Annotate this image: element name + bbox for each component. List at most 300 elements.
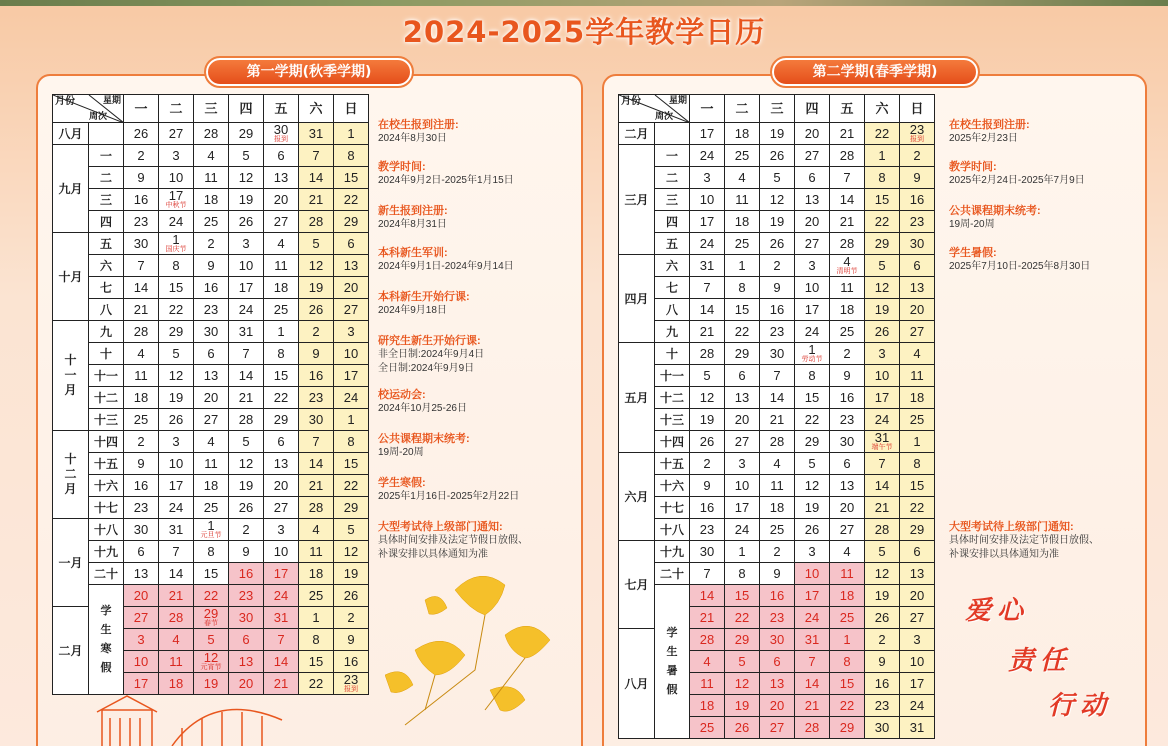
day-number: 17 <box>699 214 715 229</box>
week-label: 三 <box>665 192 678 207</box>
day-number: 24 <box>273 588 289 603</box>
day-cell <box>159 431 194 453</box>
day-cell <box>229 255 264 277</box>
day-number: 8 <box>913 456 921 471</box>
weekday-header: 四 <box>229 95 264 123</box>
note-block <box>949 246 1149 274</box>
note-block <box>378 118 578 146</box>
day-number: 18 <box>203 478 219 493</box>
day-cell <box>194 277 229 299</box>
day-cell <box>159 167 194 189</box>
day-number: 22 <box>874 126 890 141</box>
note-text: 2024年10月25-26日 <box>378 403 467 414</box>
month-cell <box>619 343 655 453</box>
day-number: 28 <box>308 214 324 229</box>
note-block <box>949 204 1149 232</box>
day-number: 3 <box>277 522 285 537</box>
day-cell <box>900 541 935 563</box>
note-heading: 教学时间: <box>378 161 426 173</box>
day-cell <box>159 145 194 167</box>
day-cell <box>334 343 369 365</box>
day-cell <box>159 233 194 255</box>
day-number: 25 <box>203 214 219 229</box>
day-cell <box>725 497 760 519</box>
day-number: 14 <box>273 654 289 669</box>
week-cell <box>89 277 124 299</box>
calendar-row <box>53 189 369 211</box>
day-number: 4 <box>277 236 285 251</box>
day-number: 15 <box>909 478 925 493</box>
day-cell <box>830 519 865 541</box>
day-number: 19 <box>734 698 750 713</box>
day-cell <box>830 365 865 387</box>
day-cell <box>194 189 229 211</box>
day-cell <box>830 343 865 365</box>
day-cell <box>299 255 334 277</box>
day-cell <box>194 387 229 409</box>
day-cell <box>690 233 725 255</box>
day-number: 1 <box>843 632 851 647</box>
day-number: 15 <box>804 390 820 405</box>
day-number: 15 <box>839 676 855 691</box>
month-label: 十一月 <box>64 353 77 397</box>
weekday-header: 日 <box>334 95 369 123</box>
day-number: 8 <box>347 148 355 163</box>
day-cell <box>299 387 334 409</box>
day-cell <box>124 167 159 189</box>
calendar-row <box>619 365 935 387</box>
day-cell <box>334 123 369 145</box>
day-number: 10 <box>343 346 359 361</box>
note-text: 2024年9月18日 <box>378 305 447 316</box>
day-cell <box>229 541 264 563</box>
day-number: 11 <box>770 478 784 493</box>
day-cell <box>795 299 830 321</box>
day-number: 26 <box>874 324 890 339</box>
day-cell <box>865 431 900 453</box>
day-number: 28 <box>804 720 820 735</box>
day-number: 30 <box>699 544 715 559</box>
day-number: 27 <box>909 324 925 339</box>
day-cell <box>264 211 299 233</box>
day-cell <box>725 541 760 563</box>
day-number: 21 <box>839 214 855 229</box>
day-cell <box>299 475 334 497</box>
day-cell <box>159 299 194 321</box>
day-number: 13 <box>273 456 289 471</box>
day-cell <box>760 277 795 299</box>
day-cell <box>159 211 194 233</box>
day-note: 春节 <box>204 619 218 627</box>
day-number: 11 <box>700 676 714 691</box>
day-cell <box>900 343 935 365</box>
week-cell <box>655 167 690 189</box>
day-number: 23 <box>874 698 890 713</box>
note-heading: 学生寒假: <box>378 477 426 489</box>
day-number: 17 <box>343 368 359 383</box>
day-number: 12 <box>874 566 890 581</box>
day-number: 16 <box>133 478 149 493</box>
day-cell <box>690 321 725 343</box>
weekday-header: 一 <box>690 95 725 123</box>
day-cell <box>264 167 299 189</box>
day-cell <box>124 123 159 145</box>
day-cell <box>159 123 194 145</box>
day-cell <box>124 233 159 255</box>
day-number: 25 <box>734 236 750 251</box>
day-number: 22 <box>839 698 855 713</box>
month-cell <box>619 145 655 255</box>
day-cell <box>194 409 229 431</box>
day-cell <box>264 145 299 167</box>
note-block <box>378 204 578 232</box>
day-number: 29 <box>734 632 750 647</box>
day-cell <box>795 717 830 739</box>
week-label: 四 <box>99 214 112 229</box>
week-cell <box>89 365 124 387</box>
day-number: 9 <box>207 258 215 273</box>
day-cell <box>725 629 760 651</box>
day-cell <box>690 299 725 321</box>
day-note: 元旦节 <box>200 531 222 539</box>
week-cell <box>655 189 690 211</box>
day-number: 21 <box>308 478 324 493</box>
day-cell <box>229 475 264 497</box>
day-cell <box>865 453 900 475</box>
week-cell <box>655 343 690 365</box>
week-cell <box>89 299 124 321</box>
day-cell <box>725 233 760 255</box>
calendar-row <box>619 585 935 607</box>
day-number: 26 <box>769 148 785 163</box>
day-number: 3 <box>878 346 886 361</box>
week-cell <box>89 255 124 277</box>
day-number: 22 <box>343 192 359 207</box>
corner-weekday-label: 星期 <box>668 95 687 105</box>
calendar-row <box>619 497 935 519</box>
week-cell <box>655 563 690 585</box>
day-number: 10 <box>804 566 820 581</box>
day-cell <box>795 321 830 343</box>
day-cell <box>264 255 299 277</box>
day-cell <box>334 145 369 167</box>
day-cell <box>900 431 935 453</box>
day-cell <box>830 541 865 563</box>
note-block <box>949 118 1149 146</box>
day-cell <box>159 563 194 585</box>
day-cell <box>690 695 725 717</box>
day-number: 23 <box>699 522 715 537</box>
day-cell <box>760 651 795 673</box>
day-cell <box>795 365 830 387</box>
note-heading: 本科新生军训: <box>378 247 448 259</box>
day-number: 27 <box>203 412 219 427</box>
day-cell <box>299 585 334 607</box>
day-number: 1 <box>878 148 886 163</box>
day-cell <box>264 629 299 651</box>
day-cell <box>830 123 865 145</box>
day-cell <box>760 519 795 541</box>
day-number: 6 <box>913 544 921 559</box>
month-cell <box>53 233 89 321</box>
note-block <box>378 432 578 460</box>
week-label: 十九 <box>93 544 118 559</box>
semester-2-title: 第二学期(春季学期) <box>772 58 978 86</box>
calendar-row <box>619 189 935 211</box>
day-number: 13 <box>273 170 289 185</box>
day-note: 劳动节 <box>801 355 823 363</box>
day-number: 25 <box>734 148 750 163</box>
day-cell <box>124 211 159 233</box>
day-number: 21 <box>133 302 149 317</box>
day-cell <box>159 321 194 343</box>
day-number: 19 <box>769 126 785 141</box>
day-cell <box>264 563 299 585</box>
day-cell <box>194 431 229 453</box>
day-number: 3 <box>808 258 816 273</box>
day-cell <box>264 541 299 563</box>
calendar-row <box>619 519 935 541</box>
day-number: 27 <box>273 500 289 515</box>
day-cell <box>900 255 935 277</box>
week-label: 八 <box>665 302 678 317</box>
day-number: 23 <box>203 302 219 317</box>
day-number: 13 <box>909 280 925 295</box>
day-cell <box>900 189 935 211</box>
day-cell <box>229 607 264 629</box>
weekday-header: 五 <box>264 95 299 123</box>
day-cell <box>194 629 229 651</box>
day-cell <box>334 607 369 629</box>
day-number: 17 <box>909 676 925 691</box>
calendar-row <box>53 585 369 607</box>
day-number: 7 <box>703 280 711 295</box>
day-cell <box>690 189 725 211</box>
day-number: 12 <box>343 544 359 559</box>
month-label: 六月 <box>624 489 649 504</box>
day-cell <box>264 277 299 299</box>
day-cell <box>760 255 795 277</box>
day-number: 19 <box>238 192 254 207</box>
day-cell <box>760 167 795 189</box>
day-number: 20 <box>343 280 359 295</box>
day-cell <box>334 629 369 651</box>
week-label: 二十 <box>93 566 118 581</box>
day-cell <box>760 563 795 585</box>
note-text: 19周-20周 <box>378 447 424 458</box>
corner-month-label: 月份 <box>55 96 75 107</box>
day-number: 25 <box>699 720 715 735</box>
day-number: 24 <box>909 698 925 713</box>
day-cell <box>690 365 725 387</box>
day-number: 16 <box>203 280 219 295</box>
day-cell <box>159 497 194 519</box>
day-number: 11 <box>274 258 288 273</box>
day-number: 10 <box>699 192 715 207</box>
day-cell <box>725 651 760 673</box>
week-label: 十 <box>99 346 112 361</box>
week-label: 六 <box>665 258 678 273</box>
day-number: 9 <box>913 170 921 185</box>
day-number: 1 <box>172 231 180 247</box>
day-number: 9 <box>347 632 355 647</box>
day-cell <box>229 343 264 365</box>
day-cell <box>299 277 334 299</box>
calendar-row <box>53 365 369 387</box>
day-cell <box>830 717 865 739</box>
calendar-row <box>619 541 935 563</box>
day-number: 12 <box>168 368 184 383</box>
month-label: 一月 <box>58 555 83 570</box>
day-cell <box>760 431 795 453</box>
day-number: 28 <box>699 632 715 647</box>
day-number: 18 <box>909 390 925 405</box>
week-cell <box>89 475 124 497</box>
day-number: 18 <box>203 192 219 207</box>
day-number: 22 <box>734 610 750 625</box>
day-number: 8 <box>312 632 320 647</box>
day-cell <box>229 189 264 211</box>
day-number: 5 <box>773 170 781 185</box>
day-number: 2 <box>242 522 250 537</box>
calendar-row <box>619 409 935 431</box>
week-cell <box>655 365 690 387</box>
day-number: 14 <box>699 302 715 317</box>
day-number: 1 <box>347 126 355 141</box>
semester-1-title: 第一学期(秋季学期) <box>206 58 412 86</box>
note-block <box>378 334 578 376</box>
day-number: 18 <box>769 500 785 515</box>
day-cell <box>124 629 159 651</box>
day-number: 6 <box>773 654 781 669</box>
day-number: 9 <box>137 170 145 185</box>
day-number: 20 <box>804 126 820 141</box>
calendar-row <box>619 123 935 145</box>
day-cell <box>725 365 760 387</box>
day-cell <box>264 321 299 343</box>
day-number: 24 <box>734 522 750 537</box>
day-cell <box>795 453 830 475</box>
day-cell <box>725 717 760 739</box>
day-cell <box>194 453 229 475</box>
week-label: 十四 <box>659 434 684 449</box>
day-cell <box>795 497 830 519</box>
day-cell <box>264 651 299 673</box>
day-cell <box>795 695 830 717</box>
day-cell <box>229 167 264 189</box>
day-number: 20 <box>839 500 855 515</box>
day-number: 12 <box>874 280 890 295</box>
day-cell <box>229 519 264 541</box>
day-cell <box>229 277 264 299</box>
day-cell <box>795 607 830 629</box>
day-number: 12 <box>734 676 750 691</box>
week-label: 四 <box>665 214 678 229</box>
day-number: 2 <box>207 236 215 251</box>
day-cell <box>900 211 935 233</box>
day-cell <box>194 255 229 277</box>
day-cell <box>334 387 369 409</box>
day-number: 9 <box>137 456 145 471</box>
corner-weekday-label: 星期 <box>102 95 121 105</box>
day-number: 27 <box>273 214 289 229</box>
day-cell <box>725 277 760 299</box>
day-cell <box>865 167 900 189</box>
day-note: 元宵节 <box>200 663 222 671</box>
day-number: 17 <box>273 566 289 581</box>
day-cell <box>690 211 725 233</box>
day-cell <box>900 585 935 607</box>
day-number: 28 <box>699 346 715 361</box>
day-number: 30 <box>238 610 254 625</box>
day-number: 19 <box>238 478 254 493</box>
day-number: 31 <box>699 258 715 273</box>
day-number: 18 <box>839 588 855 603</box>
weekday-header: 二 <box>725 95 760 123</box>
day-number: 5 <box>242 148 250 163</box>
week-label: 七 <box>665 280 678 295</box>
day-number: 26 <box>699 434 715 449</box>
day-number: 19 <box>769 214 785 229</box>
day-cell <box>159 409 194 431</box>
week-label: 十一 <box>93 368 118 383</box>
calendar-row <box>619 453 935 475</box>
week-cell <box>89 189 124 211</box>
week-cell <box>89 563 124 585</box>
week-cell <box>655 233 690 255</box>
week-cell <box>655 255 690 277</box>
day-cell <box>760 211 795 233</box>
day-cell <box>900 365 935 387</box>
day-cell <box>690 717 725 739</box>
day-number: 27 <box>839 522 855 537</box>
day-number: 19 <box>804 500 820 515</box>
day-cell <box>760 387 795 409</box>
note-text: 2024年8月30日 <box>378 133 447 144</box>
day-cell <box>159 475 194 497</box>
weekday-header: 六 <box>299 95 334 123</box>
day-cell <box>760 123 795 145</box>
day-note: 中秋节 <box>165 201 187 209</box>
month-cell <box>53 123 89 145</box>
day-number: 7 <box>878 456 886 471</box>
day-cell <box>690 585 725 607</box>
day-cell <box>299 431 334 453</box>
day-number: 19 <box>874 302 890 317</box>
day-cell <box>725 475 760 497</box>
day-cell <box>264 189 299 211</box>
day-number: 20 <box>273 192 289 207</box>
week-cell <box>655 585 690 739</box>
corner-week-label: 周次 <box>89 111 108 121</box>
week-cell <box>89 343 124 365</box>
month-label: 五月 <box>624 390 649 405</box>
day-number: 4 <box>738 170 746 185</box>
day-cell <box>900 123 935 145</box>
weekday-header: 二 <box>159 95 194 123</box>
day-cell <box>334 167 369 189</box>
calendar-row <box>53 123 369 145</box>
day-cell <box>900 475 935 497</box>
week-cell <box>655 145 690 167</box>
day-cell <box>124 255 159 277</box>
calendar-row <box>53 409 369 431</box>
week-label: 七 <box>99 280 112 295</box>
day-cell <box>690 563 725 585</box>
day-number: 19 <box>874 588 890 603</box>
day-cell <box>159 453 194 475</box>
day-cell <box>229 585 264 607</box>
